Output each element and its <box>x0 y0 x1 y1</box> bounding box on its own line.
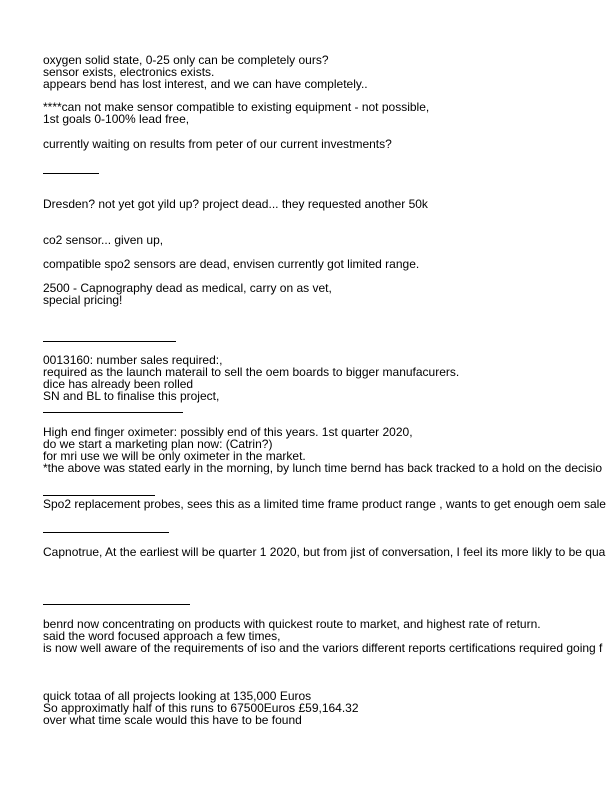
text-line: dice has already been rolled <box>43 377 194 391</box>
separator-line <box>43 495 155 496</box>
text-line: quick totaa of all projects looking at 135,000 Euros <box>43 689 312 703</box>
text-line: sensor exists, electronics exists. <box>43 65 215 79</box>
text-line: special pricing! <box>43 293 123 307</box>
text-line: over what time scale would this have to be found <box>43 713 302 727</box>
separator-line <box>43 412 183 413</box>
text-line: Dresden? not yet got yild up? project dead... they requested another 50k <box>43 197 428 211</box>
text-line: co2 sensor... given up, <box>43 233 164 247</box>
text-line: required as the launch materail to sell the oem boards to bigger manufacurers. <box>43 365 460 379</box>
separator-line <box>43 173 99 174</box>
text-line: So approximatly half of this runs to 67500Euros £59,164.32 <box>43 701 359 715</box>
text-line: 2500 - Capnography dead as medical, carry on as vet, <box>43 281 332 295</box>
separator-line <box>43 341 176 342</box>
text-line: for mri use we will be only oximeter in the market. <box>43 449 306 463</box>
text-line: currently waiting on results from peter of our current investments? <box>43 137 392 151</box>
text-line: oxygen solid state, 0-25 only can be completely ours? <box>43 53 329 67</box>
text-line: Spo2 replacement probes, sees this as a limited time frame product range , wants to get enough oem sale <box>43 497 606 511</box>
text-line: do we start a marketing plan now: (Catrin?) <box>43 437 273 451</box>
text-line: High end finger oximeter: possibly end of this years. 1st quarter 2020, <box>43 425 413 439</box>
text-line: Capnotrue, At the earliest will be quarter 1 2020, but from jist of conversation, I feel its more likly to be qua <box>43 545 606 559</box>
text-line: 1st goals 0-100% lead free, <box>43 112 190 126</box>
text-line: appears bend has lost interest, and we can have completely.. <box>43 77 368 91</box>
text-line: *the above was stated early in the morning, by lunch time bernd has back tracked to a hold on the decisio <box>43 461 602 475</box>
text-line: 0013160: number sales required:, <box>43 353 223 367</box>
text-line: said the word focused approach a few times, <box>43 629 281 643</box>
text-line: ****can not make sensor compatible to existing equipment - not possible, <box>43 100 430 114</box>
text-line: benrd now concentrating on products with quickest route to market, and highest rate of return. <box>43 617 541 631</box>
text-line: SN and BL to finalise this project, <box>43 389 220 403</box>
text-line: compatible spo2 sensors are dead, envisen currently got limited range. <box>43 257 420 271</box>
text-line: is now well aware of the requirements of iso and the variors different reports certifications required going f <box>43 641 603 655</box>
separator-line <box>43 532 169 533</box>
separator-line <box>43 604 190 605</box>
